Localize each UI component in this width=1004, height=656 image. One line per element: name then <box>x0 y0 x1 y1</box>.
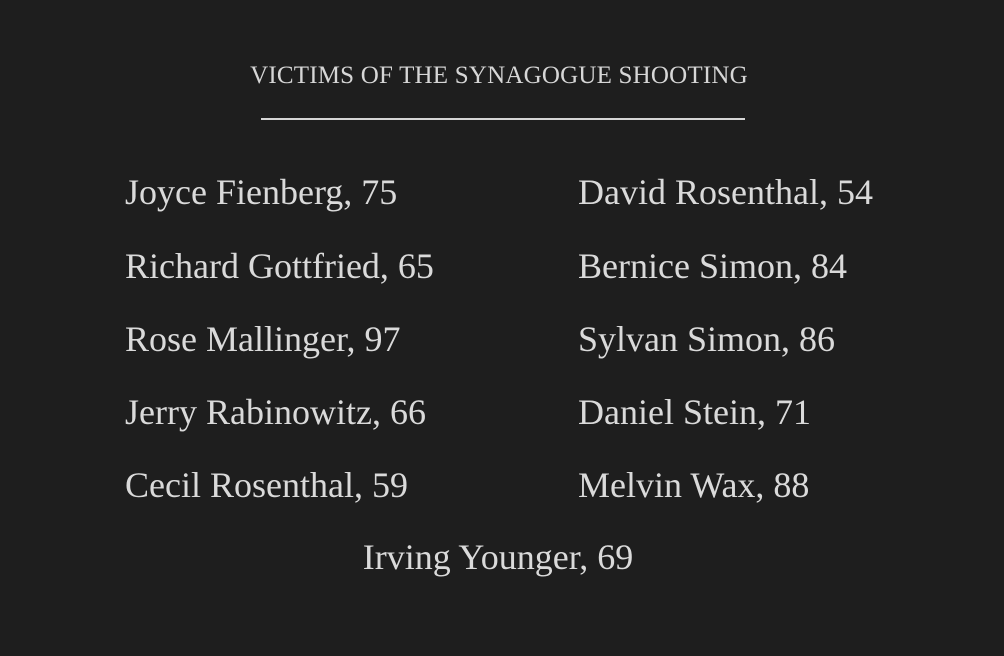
victim-name-final: Irving Younger, 69 <box>362 537 634 577</box>
victim-name: Joyce Fienberg, 75 <box>125 172 398 212</box>
victim-name: David Rosenthal, 54 <box>578 172 873 212</box>
victim-name: Daniel Stein, 71 <box>578 392 811 432</box>
victim-name: Richard Gottfried, 65 <box>125 246 434 286</box>
page-title: VICTIMS OF THE SYNAGOGUE SHOOTING <box>250 62 748 89</box>
victim-name: Cecil Rosenthal, 59 <box>125 465 408 505</box>
victim-name: Melvin Wax, 88 <box>578 465 810 505</box>
victim-name: Rose Mallinger, 97 <box>125 319 401 359</box>
victim-name: Sylvan Simon, 86 <box>578 319 836 359</box>
victim-name: Jerry Rabinowitz, 66 <box>125 392 426 432</box>
victim-name: Bernice Simon, 84 <box>578 246 847 286</box>
title-divider <box>261 118 745 120</box>
